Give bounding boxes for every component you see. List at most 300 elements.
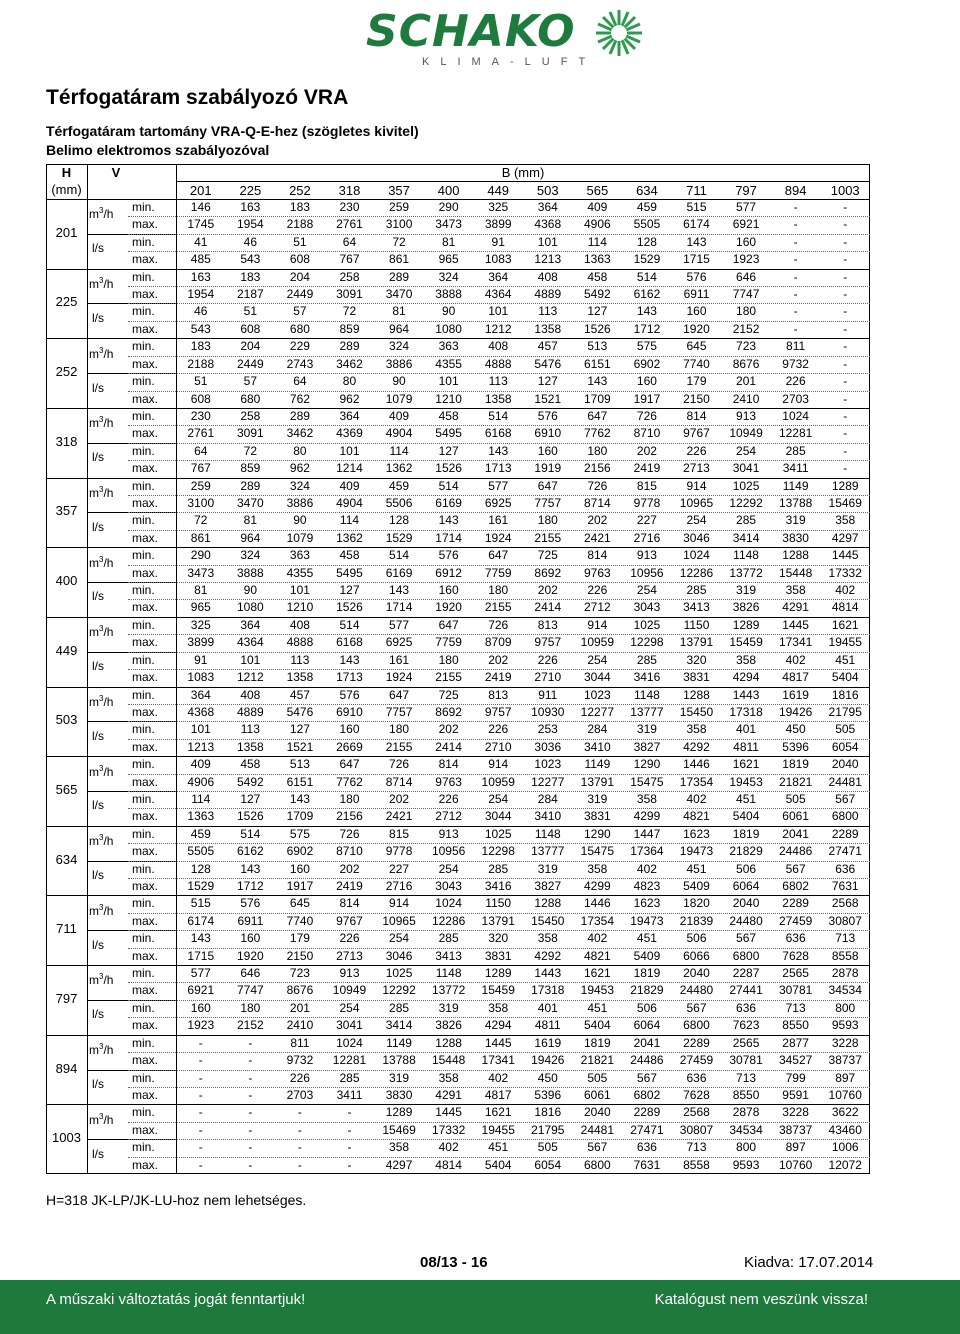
table-cell: 1619 bbox=[534, 1035, 562, 1050]
table-cell: 514 bbox=[438, 478, 459, 493]
table-cell: 3462 bbox=[336, 356, 363, 371]
table-cell: 2289 bbox=[831, 826, 859, 841]
table-cell: 543 bbox=[240, 252, 261, 267]
table-cell: - bbox=[843, 321, 848, 336]
table-cell: 1917 bbox=[633, 391, 661, 406]
table-cell: 80 bbox=[342, 374, 357, 389]
table-cell: 914 bbox=[389, 896, 410, 911]
table-cell: 1006 bbox=[831, 1140, 859, 1155]
table-cell: 514 bbox=[488, 408, 509, 423]
table-cell: 608 bbox=[289, 252, 310, 267]
h-value: 449 bbox=[55, 642, 78, 658]
table-cell: - bbox=[198, 1105, 203, 1120]
table-cell: 128 bbox=[190, 861, 211, 876]
volume-flow-table bbox=[46, 164, 870, 1174]
table-cell: 6162 bbox=[236, 844, 264, 859]
table-cell: 5495 bbox=[336, 565, 363, 580]
b-value-header: 565 bbox=[586, 183, 609, 198]
row-kind-label: min. bbox=[132, 1035, 155, 1050]
table-cell: 725 bbox=[537, 548, 558, 563]
table-cell: - bbox=[843, 356, 848, 371]
table-cell: 3886 bbox=[286, 495, 314, 510]
b-value-header: 252 bbox=[289, 183, 311, 198]
row-kind-label: min. bbox=[132, 722, 155, 737]
table-cell: 2713 bbox=[683, 461, 710, 476]
table-cell: 30781 bbox=[778, 983, 813, 998]
table-cell: 254 bbox=[488, 791, 509, 806]
table-cell: 1920 bbox=[683, 321, 710, 336]
table-cell: 160 bbox=[636, 374, 657, 389]
table-cell: 6168 bbox=[336, 635, 363, 650]
table-cell: 17332 bbox=[828, 565, 862, 580]
table-cell: 9763 bbox=[435, 774, 462, 789]
table-cell: 12298 bbox=[630, 635, 664, 650]
table-cell: 160 bbox=[289, 861, 310, 876]
table-cell: 15459 bbox=[481, 983, 515, 998]
table-cell: 911 bbox=[538, 687, 558, 702]
table-cell: 4292 bbox=[534, 948, 562, 963]
table-cell: 364 bbox=[240, 617, 261, 632]
table-cell: 202 bbox=[636, 443, 657, 458]
table-cell: 1358 bbox=[286, 670, 314, 685]
table-cell: 1621 bbox=[583, 966, 611, 981]
table-cell: 1149 bbox=[782, 478, 809, 493]
table-cell: 15469 bbox=[828, 495, 862, 510]
table-cell: 1446 bbox=[683, 757, 710, 772]
table-cell: 1362 bbox=[336, 530, 363, 545]
table-cell: 647 bbox=[587, 408, 608, 423]
row-kind-label: min. bbox=[132, 1070, 155, 1085]
table-cell: 4814 bbox=[435, 1157, 462, 1172]
table-cell: 4811 bbox=[733, 739, 759, 754]
table-cell: 259 bbox=[190, 478, 211, 493]
table-cell: 143 bbox=[339, 652, 360, 667]
table-cell: 451 bbox=[636, 931, 657, 946]
table-cell: 4368 bbox=[187, 704, 215, 719]
table-cell: 4297 bbox=[385, 1157, 413, 1172]
table-cell: 358 bbox=[438, 1070, 459, 1085]
table-cell: 24480 bbox=[729, 913, 763, 928]
table-cell: 324 bbox=[240, 548, 261, 563]
table-cell: 914 bbox=[686, 478, 707, 493]
table-cell: 160 bbox=[438, 583, 459, 598]
table-cell: 3228 bbox=[831, 1035, 859, 1050]
row-kind-label: min. bbox=[132, 478, 155, 493]
table-cell: 10949 bbox=[332, 983, 367, 998]
table-cell: 27441 bbox=[729, 983, 763, 998]
table-cell: 6800 bbox=[732, 948, 760, 963]
table-cell: 402 bbox=[835, 583, 856, 598]
table-cell: 5495 bbox=[435, 426, 462, 441]
table-cell: 6800 bbox=[831, 809, 859, 824]
table-cell: 1819 bbox=[732, 826, 760, 841]
table-cell: 1526 bbox=[336, 600, 363, 615]
table-cell: 15459 bbox=[729, 635, 763, 650]
table-cell: 567 bbox=[736, 931, 757, 946]
table-cell: 723 bbox=[736, 339, 757, 354]
table-cell: 27459 bbox=[778, 913, 813, 928]
table-cell: 1148 bbox=[435, 966, 462, 981]
table-cell: 5396 bbox=[534, 1087, 562, 1102]
table-cell: 226 bbox=[537, 652, 558, 667]
table-cell: 402 bbox=[438, 1140, 459, 1155]
table-cell: 2152 bbox=[236, 1018, 264, 1033]
table-cell: 358 bbox=[686, 722, 707, 737]
table-cell: 1526 bbox=[583, 321, 611, 336]
table-cell: 12277 bbox=[580, 704, 615, 719]
table-cell: 1148 bbox=[534, 826, 561, 841]
h-label: H bbox=[61, 165, 72, 180]
table-cell: 646 bbox=[736, 269, 757, 284]
table-cell: 458 bbox=[339, 548, 360, 563]
table-cell: 8714 bbox=[385, 774, 413, 789]
table-cell: 567 bbox=[686, 1000, 707, 1015]
table-cell: 1709 bbox=[286, 809, 314, 824]
table-cell: 1819 bbox=[633, 966, 661, 981]
table-cell: 202 bbox=[537, 583, 558, 598]
table-cell: 3228 bbox=[782, 1105, 809, 1120]
table-cell: 204 bbox=[240, 339, 261, 354]
table-cell: - bbox=[843, 269, 848, 284]
table-cell: - bbox=[843, 217, 848, 232]
row-kind-label: max. bbox=[132, 1157, 159, 1172]
table-cell: 2188 bbox=[187, 356, 215, 371]
table-cell: 814 bbox=[587, 548, 608, 563]
table-cell: 451 bbox=[686, 861, 707, 876]
table-cell: 160 bbox=[339, 722, 360, 737]
table-cell: 24481 bbox=[828, 774, 862, 789]
table-cell: 4823 bbox=[633, 879, 661, 894]
table-cell: 17354 bbox=[679, 774, 714, 789]
table-cell: 101 bbox=[438, 374, 459, 389]
unit-m3h-label: $m^3/h$ bbox=[89, 484, 114, 500]
table-cell: 4811 bbox=[534, 1018, 561, 1033]
table-cell: 285 bbox=[389, 1000, 410, 1015]
table-cell: 811 bbox=[290, 1035, 310, 1050]
table-cell: 1362 bbox=[385, 461, 413, 476]
table-cell: 320 bbox=[488, 931, 509, 946]
table-cell: 1288 bbox=[782, 548, 809, 563]
table-cell: 2155 bbox=[435, 670, 462, 685]
table-cell: 2565 bbox=[732, 1035, 760, 1050]
table-cell: 202 bbox=[389, 791, 410, 806]
table-cell: 13777 bbox=[630, 704, 664, 719]
table-cell: 799 bbox=[785, 1070, 806, 1085]
table-cell: 24481 bbox=[580, 1122, 615, 1137]
table-cell: 19473 bbox=[679, 844, 714, 859]
table-cell: 358 bbox=[488, 1000, 509, 1015]
table-cell: 4904 bbox=[385, 426, 413, 441]
table-cell: 364 bbox=[488, 269, 509, 284]
table-cell: 143 bbox=[438, 513, 459, 528]
table-cell: 897 bbox=[835, 1070, 856, 1085]
table-cell: 4906 bbox=[187, 774, 215, 789]
table-cell: 3041 bbox=[336, 1018, 363, 1033]
table-cell: 226 bbox=[438, 791, 459, 806]
table-cell: 680 bbox=[240, 391, 261, 406]
table-cell: 284 bbox=[587, 722, 608, 737]
table-cell: 3100 bbox=[385, 217, 413, 232]
b-label: B (mm) bbox=[501, 165, 545, 180]
table-cell: 1819 bbox=[583, 1035, 611, 1050]
table-cell: 4292 bbox=[683, 739, 710, 754]
table-cell: 8550 bbox=[782, 1018, 809, 1033]
table-cell: 1023 bbox=[583, 687, 611, 702]
table-cell: 1521 bbox=[286, 739, 314, 754]
table-cell: 143 bbox=[488, 443, 509, 458]
table-cell: 1213 bbox=[534, 252, 562, 267]
table-cell: 2743 bbox=[286, 356, 314, 371]
table-cell: 2419 bbox=[336, 879, 363, 894]
table-cell: 358 bbox=[785, 583, 806, 598]
row-kind-label: max. bbox=[132, 287, 159, 302]
table-cell: 12277 bbox=[531, 774, 565, 789]
table-cell: 451 bbox=[835, 652, 856, 667]
table-cell: 2421 bbox=[385, 809, 413, 824]
table-cell: 127 bbox=[537, 374, 558, 389]
h-value: 201 bbox=[55, 224, 78, 240]
table-cell: 3046 bbox=[385, 948, 413, 963]
table-cell: 5506 bbox=[385, 495, 413, 510]
table-cell: 4297 bbox=[831, 530, 859, 545]
table-cell: 254 bbox=[686, 513, 707, 528]
row-kind-label: max. bbox=[132, 600, 159, 615]
table-cell: 6910 bbox=[534, 426, 562, 441]
table-cell: 1954 bbox=[187, 287, 215, 302]
table-cell: 113 bbox=[538, 304, 558, 319]
table-cell: 1289 bbox=[385, 1105, 413, 1120]
table-cell: 358 bbox=[736, 652, 757, 667]
table-cell: 813 bbox=[537, 617, 558, 632]
table-cell: 2703 bbox=[782, 391, 809, 406]
table-cell: 1363 bbox=[583, 252, 611, 267]
table-cell: 13777 bbox=[531, 844, 565, 859]
table-cell: 2565 bbox=[782, 966, 809, 981]
table-cell: 3416 bbox=[633, 670, 661, 685]
table-cell: 451 bbox=[736, 791, 757, 806]
table-cell: 2716 bbox=[385, 879, 413, 894]
table-cell: 3043 bbox=[435, 879, 462, 894]
table-cell: 913 bbox=[636, 548, 657, 563]
table-cell: 485 bbox=[190, 252, 211, 267]
table-cell: 7762 bbox=[336, 774, 363, 789]
table-cell: 1924 bbox=[484, 530, 512, 545]
table-cell: 6174 bbox=[683, 217, 710, 232]
table-cell: 3899 bbox=[187, 635, 215, 650]
table-cell: 636 bbox=[636, 1140, 657, 1155]
unit-m3h-label: $m^3/h$ bbox=[89, 972, 114, 988]
table-cell: 254 bbox=[438, 861, 459, 876]
row-kind-label: min. bbox=[132, 617, 155, 632]
table-cell: 2449 bbox=[286, 287, 314, 302]
table-cell: 451 bbox=[587, 1000, 608, 1015]
table-cell: 226 bbox=[587, 583, 608, 598]
table-cell: 254 bbox=[587, 652, 608, 667]
table-cell: 1446 bbox=[583, 896, 611, 911]
table-cell: 143 bbox=[289, 791, 310, 806]
table-cell: 2713 bbox=[336, 948, 363, 963]
table-cell: 2155 bbox=[484, 600, 512, 615]
table-cell: 358 bbox=[835, 513, 856, 528]
table-cell: 9767 bbox=[336, 913, 363, 928]
table-cell: 514 bbox=[636, 269, 657, 284]
v-label: V bbox=[111, 165, 121, 180]
h-column-divider bbox=[87, 164, 88, 1174]
table-cell: - bbox=[793, 252, 798, 267]
footnote: H=318 JK-LP/JK-LU-hoz nem lehetséges. bbox=[46, 1192, 307, 1208]
table-cell: 57 bbox=[293, 304, 307, 319]
unit-m3h-label: $m^3/h$ bbox=[89, 1111, 114, 1127]
table-cell: 575 bbox=[289, 826, 310, 841]
table-cell: 636 bbox=[835, 861, 856, 876]
table-cell: 13791 bbox=[580, 774, 615, 789]
table-cell: 2040 bbox=[732, 896, 760, 911]
logo-wordmark: SCHAKO bbox=[366, 6, 576, 57]
table-cell: 458 bbox=[240, 757, 261, 772]
table-cell: 4821 bbox=[583, 948, 611, 963]
table-cell: 21829 bbox=[630, 983, 664, 998]
table-cell: 506 bbox=[686, 931, 707, 946]
table-cell: 1526 bbox=[435, 461, 462, 476]
table-cell: 160 bbox=[736, 234, 757, 249]
table-cell: 814 bbox=[686, 408, 707, 423]
table-cell: 285 bbox=[488, 861, 509, 876]
table-cell: 6910 bbox=[336, 704, 363, 719]
h-value: 318 bbox=[55, 433, 78, 449]
table-cell: 5492 bbox=[583, 287, 611, 302]
table-cell: 5404 bbox=[583, 1018, 611, 1033]
table-cell: 1083 bbox=[187, 670, 215, 685]
table-cell: 1447 bbox=[633, 826, 661, 841]
table-cell: 143 bbox=[636, 304, 657, 319]
table-cell: 859 bbox=[339, 321, 360, 336]
table-cell: 24486 bbox=[630, 1053, 664, 1068]
table-cell: 6800 bbox=[583, 1157, 611, 1172]
table-cell: 1621 bbox=[732, 757, 760, 772]
table-cell: 458 bbox=[438, 408, 459, 423]
table-cell: 723 bbox=[289, 966, 310, 981]
table-cell: 2155 bbox=[385, 739, 413, 754]
row-kind-label: max. bbox=[132, 809, 159, 824]
table-cell: 458 bbox=[587, 269, 608, 284]
table-cell: 1148 bbox=[733, 548, 759, 563]
table-cell: 3473 bbox=[435, 217, 462, 232]
table-cell: 3470 bbox=[236, 495, 264, 510]
issue-date: Kiadva: 17.07.2014 bbox=[744, 1254, 874, 1271]
table-cell: - bbox=[248, 1122, 253, 1137]
table-cell: 6054 bbox=[831, 739, 859, 754]
subtitle-range: Térfogatáram tartomány VRA-Q-E-hez (szögletes kivitel) bbox=[46, 123, 419, 139]
table-cell: 201 bbox=[289, 1000, 310, 1015]
table-cell: 6800 bbox=[683, 1018, 710, 1033]
table-cell: 289 bbox=[389, 269, 410, 284]
table-cell: 4364 bbox=[236, 635, 264, 650]
table-cell: 4299 bbox=[583, 879, 611, 894]
table-cell: 364 bbox=[537, 200, 558, 214]
table-cell: 636 bbox=[785, 931, 806, 946]
table-cell: 408 bbox=[537, 269, 558, 284]
table-cell: 1080 bbox=[435, 321, 462, 336]
table-cell: 1816 bbox=[534, 1105, 562, 1120]
h-value: 634 bbox=[55, 851, 78, 867]
table-cell: 1445 bbox=[782, 617, 809, 632]
h-value: 503 bbox=[55, 712, 78, 728]
h-value: 797 bbox=[55, 990, 78, 1006]
table-cell: 505 bbox=[537, 1140, 558, 1155]
table-cell: 1024 bbox=[336, 1035, 363, 1050]
table-cell: 143 bbox=[240, 861, 261, 876]
table-cell: 161 bbox=[488, 513, 509, 528]
table-cell: 1025 bbox=[732, 478, 760, 493]
table-cell: 7762 bbox=[583, 426, 611, 441]
table-cell: 27471 bbox=[630, 1122, 664, 1137]
table-cell: 645 bbox=[289, 896, 310, 911]
row-kind-label: max. bbox=[132, 635, 159, 650]
table-cell: 21829 bbox=[729, 844, 763, 859]
unit-m3h-label: $m^3/h$ bbox=[89, 345, 114, 361]
table-cell: 962 bbox=[289, 461, 310, 476]
table-cell: 3888 bbox=[435, 287, 462, 302]
table-cell: - bbox=[843, 200, 848, 214]
table-cell: 81 bbox=[441, 234, 456, 249]
h-value: 225 bbox=[55, 294, 78, 310]
table-cell: 6802 bbox=[782, 879, 809, 894]
table-cell: 1917 bbox=[286, 879, 314, 894]
table-cell: 17318 bbox=[729, 704, 763, 719]
table-cell: 811 bbox=[786, 339, 806, 354]
table-cell: 2710 bbox=[534, 670, 562, 685]
table-cell: 576 bbox=[537, 408, 558, 423]
table-cell: 401 bbox=[537, 1000, 558, 1015]
table-cell: 127 bbox=[289, 722, 310, 737]
row-kind-label: max. bbox=[132, 913, 159, 928]
table-cell: 4821 bbox=[683, 809, 710, 824]
table-cell: 5404 bbox=[484, 1157, 512, 1172]
table-cell: 1288 bbox=[435, 1035, 462, 1050]
table-cell: 1443 bbox=[534, 966, 562, 981]
table-cell: 101 bbox=[488, 304, 509, 319]
table-cell: 3044 bbox=[484, 809, 512, 824]
table-cell: 10949 bbox=[729, 426, 763, 441]
table-cell: 113 bbox=[240, 722, 260, 737]
table-cell: 19473 bbox=[630, 913, 664, 928]
table-cell: 3413 bbox=[435, 948, 462, 963]
table-cell: 3091 bbox=[336, 287, 363, 302]
table-cell: 1289 bbox=[831, 478, 859, 493]
table-cell: 2761 bbox=[187, 426, 215, 441]
h-value: 711 bbox=[56, 921, 77, 937]
row-kind-label: max. bbox=[132, 704, 159, 719]
table-cell: 6911 bbox=[683, 287, 710, 302]
row-kind-label: min. bbox=[132, 791, 155, 806]
table-cell: 289 bbox=[240, 478, 261, 493]
table-cell: 12281 bbox=[332, 1053, 367, 1068]
table-cell: - bbox=[793, 287, 798, 302]
table-cell: 4291 bbox=[782, 600, 809, 615]
table-cell: 1445 bbox=[435, 1105, 462, 1120]
table-cell: 6054 bbox=[534, 1157, 562, 1172]
row-kind-label: min. bbox=[132, 966, 155, 981]
table-cell: - bbox=[347, 1140, 352, 1155]
table-cell: 3622 bbox=[831, 1105, 859, 1120]
table-cell: 3826 bbox=[732, 600, 760, 615]
table-cell: 409 bbox=[389, 408, 410, 423]
table-cell: 230 bbox=[190, 408, 211, 423]
table-cell: 861 bbox=[389, 252, 410, 267]
row-kind-label: max. bbox=[132, 252, 159, 267]
unit-m3h-label: $m^3/h$ bbox=[89, 1042, 114, 1058]
table-cell: 2703 bbox=[286, 1087, 314, 1102]
